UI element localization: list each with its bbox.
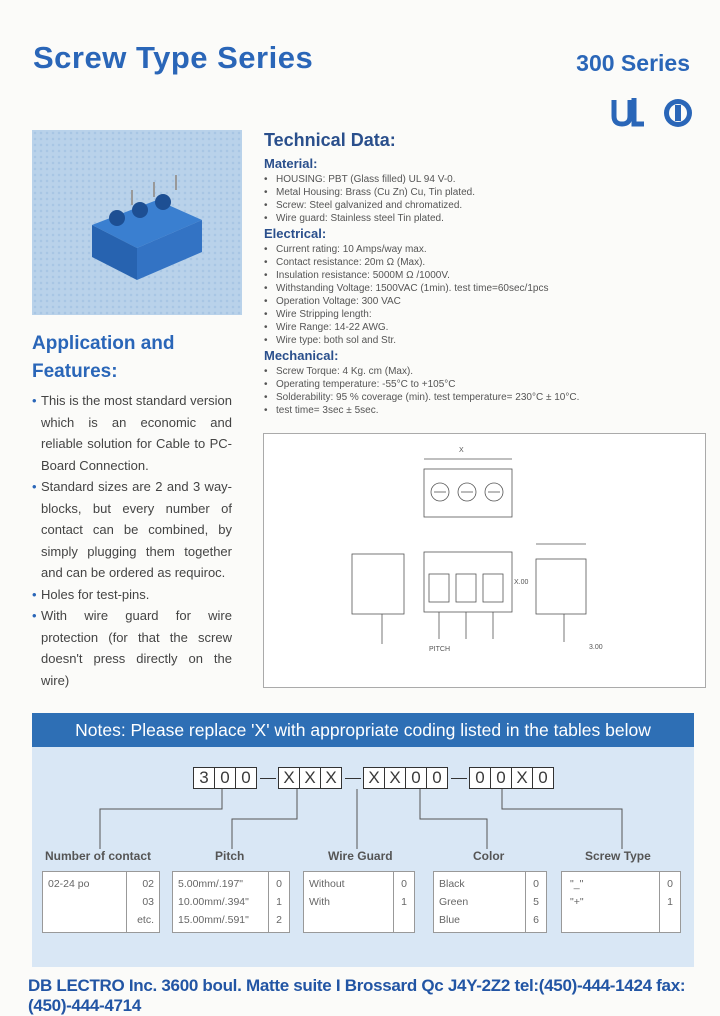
- page-title: Screw Type Series: [33, 40, 314, 75]
- table-cell: 6: [533, 914, 539, 926]
- contacts-header: Number of contact: [45, 849, 152, 863]
- code-digit: 0: [235, 767, 257, 789]
- company-footer: DB LECTRO Inc. 3600 boul. Matte suite I Brossard Qc J4Y-2Z2 tel:(450)-444-1424 fax:(450)-444-4714: [28, 976, 686, 1015]
- ul-mark-icon: [608, 96, 648, 130]
- list-item: • Holes for test-pins.: [32, 584, 232, 606]
- wire-guard-table: [303, 871, 415, 933]
- list-item: • Wire Range: 14-22 AWG.: [264, 321, 704, 334]
- table-cell: Black: [439, 878, 465, 890]
- table-cell: 03: [142, 896, 154, 908]
- list-item: • Wire guard: Stainless steel Tin plated.: [264, 212, 704, 225]
- material-heading: Material:: [264, 156, 318, 171]
- table-cell: etc.: [137, 914, 154, 926]
- features-list: [32, 390, 232, 691]
- code-digit: 0: [426, 767, 448, 789]
- table-cell: "+": [570, 896, 584, 908]
- table-cell: 5: [533, 896, 539, 908]
- wire-guard-header: Wire Guard: [328, 849, 393, 863]
- list-item: • Contact resistance: 20m Ω (Max).: [264, 256, 704, 269]
- dim-label-x00: X.00: [514, 579, 529, 586]
- material-list: [264, 173, 704, 225]
- table-cell: Without: [309, 878, 345, 890]
- table-cell: With: [309, 896, 330, 908]
- list-item: • Wire Stripping length:: [264, 308, 704, 321]
- list-item: • Current rating: 10 Amps/way max.: [264, 243, 704, 256]
- contacts-table: [42, 871, 160, 933]
- code-digit: 0: [469, 767, 491, 789]
- code-separator: [260, 778, 276, 779]
- electrical-heading: Electrical:: [264, 226, 327, 241]
- dimension-drawing: [264, 434, 705, 687]
- electrical-list: [264, 243, 704, 347]
- table-cell: 15.00mm/.591": [178, 914, 249, 926]
- application-heading: Application and: [32, 333, 175, 354]
- list-item: • Screw Torque: 4 Kg. cm (Max).: [264, 365, 704, 378]
- table-cell: 1: [401, 896, 407, 908]
- table-cell: 1: [667, 896, 673, 908]
- table-cell: Blue: [439, 914, 461, 926]
- list-item: • Operation Voltage: 300 VAC: [264, 295, 704, 308]
- list-item: • HOUSING: PBT (Glass filled) UL 94 V-0.: [264, 173, 704, 186]
- screw-type-table: [561, 871, 681, 933]
- notes-banner: Notes: Please replace 'X' with appropriate coding listed in the tables below: [32, 713, 694, 747]
- table-cell: 0: [533, 878, 539, 890]
- list-item: • Standard sizes are 2 and 3 way-blocks, but every number of contact can be combined, by simply plugging them together and can be ordered as requiroc.: [32, 476, 232, 584]
- list-item: • Insulation resistance: 5000M Ω /1000V.: [264, 269, 704, 282]
- code-digit: X: [299, 767, 321, 789]
- table-cell: 10.00mm/.394": [178, 896, 249, 908]
- list-item: • Withstanding Voltage: 1500VAC (1min). test time=60sec/1pcs: [264, 282, 704, 295]
- table-cell: "_": [570, 878, 584, 890]
- table-cell: 0: [667, 878, 673, 890]
- code-separator: [451, 778, 467, 779]
- csa-mark-icon: [662, 97, 694, 129]
- table-cell: Green: [439, 896, 469, 908]
- application-section: [32, 330, 232, 691]
- series-label: 300 Series: [576, 50, 690, 76]
- pitch-header: Pitch: [215, 849, 245, 863]
- list-item: • test time= 3sec ± 5sec.: [264, 404, 704, 417]
- part-number-code: [194, 767, 554, 789]
- code-digit: X: [384, 767, 406, 789]
- technical-drawing: [263, 433, 706, 688]
- color-header: Color: [473, 849, 505, 863]
- dim-label-pitch: PITCH: [429, 646, 450, 653]
- features-heading: Features:: [32, 361, 118, 382]
- color-table: [433, 871, 547, 933]
- code-digit: 0: [405, 767, 427, 789]
- technical-heading: Technical Data:: [264, 130, 396, 150]
- screw-type-header: Screw Type: [585, 849, 651, 863]
- list-item: • Wire type: both sol and Str.: [264, 334, 704, 347]
- code-digit: 0: [214, 767, 236, 789]
- table-cell: 02: [142, 878, 154, 890]
- code-digit: X: [511, 767, 533, 789]
- mechanical-heading: Mechanical:: [264, 348, 339, 363]
- dim-label-x: X: [459, 447, 464, 454]
- ordering-panel: [32, 747, 694, 967]
- code-separator: [345, 778, 361, 779]
- table-cell: 5.00mm/.197": [178, 878, 244, 890]
- list-item: • Operating temperature: -55°C to +105°C: [264, 378, 704, 391]
- dim-label-300: 3.00: [589, 644, 603, 651]
- list-item: • Solderability: 95 % coverage (min). test temperature= 230°C ± 10°C.: [264, 391, 704, 404]
- table-cell: 02-24 po: [48, 878, 90, 890]
- certification-marks: [608, 96, 694, 130]
- table-cell: 0: [276, 878, 282, 890]
- list-item: • Screw: Steel galvanized and chromatized.: [264, 199, 704, 212]
- technical-data: [264, 130, 704, 417]
- pitch-table: [172, 871, 290, 933]
- list-item: • With wire guard for wire protection (for that the screw doesn't press directly on the wire): [32, 605, 232, 691]
- code-digit: X: [363, 767, 385, 789]
- mechanical-list: [264, 365, 704, 417]
- code-digit: 0: [490, 767, 512, 789]
- code-digit: 3: [193, 767, 215, 789]
- list-item: • Metal Housing: Brass (Cu Zn) Cu, Tin plated.: [264, 186, 704, 199]
- list-item: • This is the most standard version which is an economic and reliable solution for Cable to PC-Board Connection.: [32, 390, 232, 476]
- table-cell: 0: [401, 878, 407, 890]
- terminal-block-image: [32, 130, 242, 315]
- code-digit: X: [320, 767, 342, 789]
- table-cell: 1: [276, 896, 282, 908]
- product-photo: [32, 130, 242, 315]
- code-digit: X: [278, 767, 300, 789]
- table-cell: 2: [276, 914, 282, 926]
- code-digit: 0: [532, 767, 554, 789]
